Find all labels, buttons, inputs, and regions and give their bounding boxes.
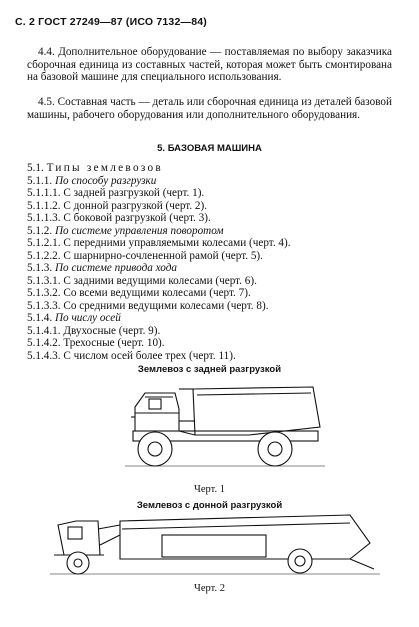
list-item-text: С задними ведущими колесами (черт. 6). xyxy=(63,274,257,287)
list-item xyxy=(27,237,387,250)
list-item-text: Трехосные (черт. 10). xyxy=(63,337,165,349)
paragraph-text: 4.5. Составная часть — деталь или сборочная единица из деталей базовой машины, рабочего оборудования или дополнительного оборудования. xyxy=(27,96,392,121)
bottom-dump-truck-drawing xyxy=(50,507,380,579)
list-item-number: 5.1.4.2. xyxy=(27,337,61,349)
list-item-number: 5.1.3.2. xyxy=(27,287,61,299)
list-item-number: 5.1.1.2. xyxy=(27,199,61,212)
list-item-number: 5.1.3.1. xyxy=(27,274,61,287)
list-item-number: 5.1.2.2. xyxy=(27,249,61,262)
list-item xyxy=(27,325,387,338)
list-item-text: Со всеми ведущими колесами (черт. 7). xyxy=(63,287,251,299)
paragraph-4-4 xyxy=(27,46,392,84)
list-item-number: 5.1.3. xyxy=(27,262,53,274)
list-item-number: 5.1.3.3. xyxy=(27,299,61,312)
list-item xyxy=(27,275,387,288)
figure-1-label: Черт. 1 xyxy=(194,484,225,495)
list-item-number: 5.1.2.1. xyxy=(27,237,61,249)
list-item xyxy=(27,225,387,238)
figure-2-label: Черт. 2 xyxy=(194,583,225,594)
list-item-text: С боковой разгрузкой (черт. 3). xyxy=(63,212,211,224)
list-item xyxy=(27,250,387,263)
list-item xyxy=(27,262,387,275)
list-item xyxy=(27,337,387,350)
list-item-text: По способу разгрузки xyxy=(54,174,157,187)
list-item-number: 5.1.4.1. xyxy=(27,324,61,337)
list-item xyxy=(27,300,387,313)
list-item xyxy=(27,175,387,188)
types-list xyxy=(27,162,387,362)
list-item-text: С передними управляемыми колесами (черт. 4). xyxy=(63,237,291,249)
list-item-text: Двухосные (черт. 9). xyxy=(63,324,161,337)
figure-2-caption: Землевоз с донной разгрузкой xyxy=(136,500,283,511)
list-item xyxy=(27,212,387,225)
list-title-text: Типы землевозов xyxy=(46,162,163,174)
list-item-number: 5.1.1. xyxy=(27,174,53,187)
list-title-number: 5.1. xyxy=(27,162,44,174)
rear-dump-truck-drawing xyxy=(125,375,325,475)
list-item-number: 5.1.2. xyxy=(27,224,53,237)
list-item xyxy=(27,187,387,200)
list-item-text: С задней разгрузкой (черт. 1). xyxy=(63,187,205,199)
page-header: С. 2 ГОСТ 27249—87 (ИСО 7132—84) xyxy=(15,16,207,28)
figure-1-caption: Землевоз с задней разгрузкой xyxy=(137,364,282,375)
list-item-text: По числу осей xyxy=(54,312,121,324)
list-item xyxy=(27,287,387,300)
list-item-text: По системе привода хода xyxy=(54,262,178,274)
list-title xyxy=(27,162,387,175)
list-item xyxy=(27,200,387,213)
list-item-text: По системе управления поворотом xyxy=(54,224,224,237)
section-title: 5. БАЗОВАЯ МАШИНА xyxy=(157,143,262,154)
list-item-text: С донной разгрузкой (черт. 2). xyxy=(63,199,208,212)
list-item-text: Со средними ведущими колесами (черт. 8). xyxy=(63,299,269,312)
list-item-number: 5.1.1.1. xyxy=(27,187,61,199)
list-item xyxy=(27,312,387,325)
list-item-number: 5.1.4. xyxy=(27,312,53,324)
list-item-number: 5.1.1.3. xyxy=(27,212,61,224)
list-item xyxy=(27,350,387,363)
list-item-text: С шарнирно-сочлененной рамой (черт. 5). xyxy=(63,249,263,262)
paragraph-text: 4.4. Дополнительное оборудование — поставляемая по выбору заказчика сборочная единица из составных частей, которая может быть смонтирована на базовой машине для специального использования. xyxy=(27,46,392,84)
list-item-number: 5.1.4.3. xyxy=(27,349,61,362)
paragraph-4-5 xyxy=(27,96,392,121)
list-item-text: С числом осей более трех (черт. 11). xyxy=(63,349,236,362)
list-items xyxy=(27,175,387,363)
